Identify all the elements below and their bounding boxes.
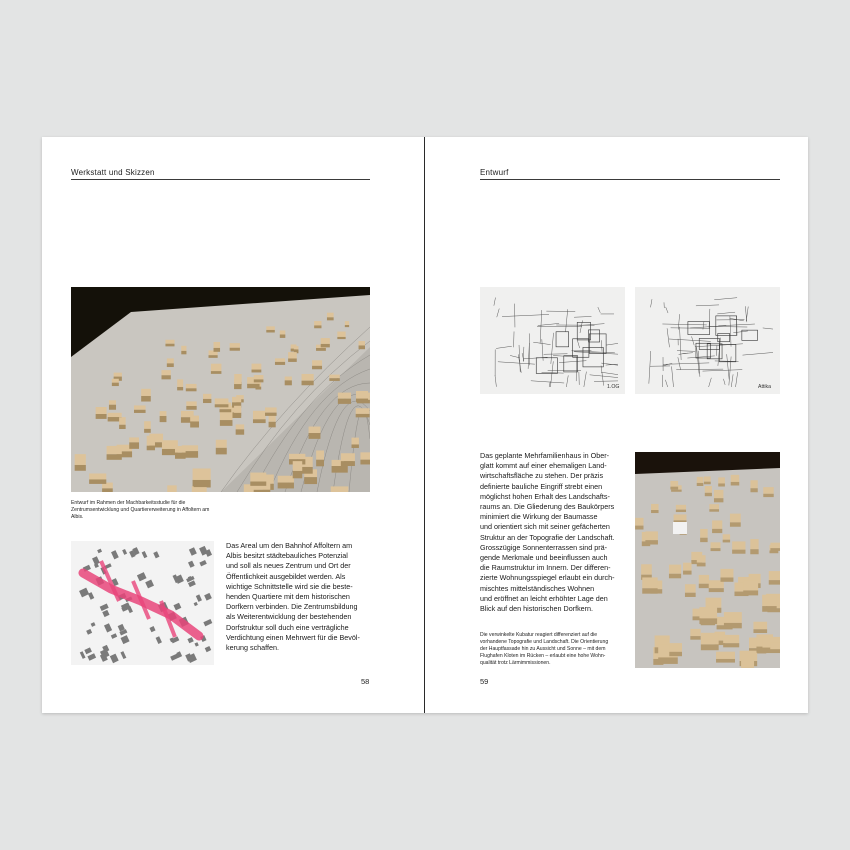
- caption-left: Entwurf im Rahmen der Machbarkeitsstudie für die Zentrumsentwicklung und Quartiererweiterung in Affoltern am Albis.: [71, 500, 210, 520]
- model-block: [186, 384, 197, 391]
- model-block: [712, 520, 722, 533]
- model-block: [278, 476, 294, 489]
- model-block: [75, 454, 86, 471]
- site-plan-building: [88, 592, 94, 600]
- model-block: [356, 408, 370, 417]
- model-block: [700, 529, 708, 542]
- caption-line: qualität trotz Lärmimmissionen.: [480, 660, 551, 666]
- model-block: [750, 480, 757, 492]
- site-plan-building: [92, 556, 100, 565]
- model-block: [254, 375, 264, 382]
- site-plan-image: [71, 541, 214, 665]
- model-block: [175, 446, 186, 459]
- book-spread: [42, 137, 808, 713]
- site-plan-building: [145, 580, 154, 589]
- model-block: [165, 340, 174, 347]
- model-block: [635, 518, 643, 530]
- model-block: [147, 436, 155, 451]
- site-plan-building: [204, 593, 212, 601]
- model-block: [177, 379, 183, 390]
- model-block: [732, 541, 745, 553]
- model-block: [720, 569, 733, 582]
- model-block: [190, 416, 199, 428]
- model-block: [685, 584, 696, 597]
- model-block: [160, 411, 167, 422]
- site-plan-building: [137, 572, 147, 581]
- sketch-attika-graphic: [635, 287, 780, 394]
- sketch-1og-label: 1.OG: [607, 384, 620, 390]
- header-rule-left: [71, 179, 370, 180]
- site-plan-building: [187, 637, 193, 643]
- model-block: [716, 652, 735, 663]
- body-text-left: [226, 541, 376, 653]
- site-plan-building: [100, 603, 109, 611]
- model-block: [141, 389, 151, 402]
- model-block: [181, 346, 186, 355]
- model-block: [309, 427, 321, 439]
- site-plan-building: [149, 626, 155, 632]
- model-block: [216, 440, 227, 455]
- model-block: [234, 380, 241, 390]
- site-plan-building: [80, 651, 86, 659]
- site-plan-building: [111, 550, 119, 559]
- model-block: [119, 417, 126, 429]
- model-block: [356, 391, 368, 402]
- body-line: die Raumstruktur im Innern. Der differen-: [480, 563, 611, 573]
- model-block: [723, 534, 730, 542]
- model-photo-right: [635, 452, 780, 668]
- model-block: [109, 400, 116, 409]
- page-number-right: 59: [480, 677, 489, 686]
- model-block: [709, 580, 724, 592]
- sketch-1og-graphic: [480, 287, 625, 394]
- header-rule-right: [480, 179, 780, 180]
- running-header-right: Entwurf: [480, 168, 509, 177]
- body-line: Blick auf den historischen Dorfkern.: [480, 604, 594, 614]
- body-line: mischtes mittelständisches Wohnen: [480, 583, 595, 593]
- site-plan-building: [87, 653, 96, 660]
- caption-line: vorhandene Topografie und Landschaft. Die Orientierung: [480, 639, 609, 645]
- model-block: [314, 321, 321, 328]
- model-block: [203, 394, 211, 403]
- model-block: [651, 504, 658, 513]
- site-plan-building: [104, 623, 112, 632]
- model-block: [230, 343, 240, 351]
- model-block: [107, 446, 122, 460]
- model-block: [253, 411, 266, 423]
- model-block: [331, 486, 349, 492]
- model-block: [697, 477, 704, 486]
- model-block: [192, 486, 207, 492]
- model-block: [102, 483, 113, 492]
- model-block: [743, 581, 758, 596]
- model-block: [718, 477, 725, 486]
- site-plan-building: [199, 560, 206, 566]
- site-plan-building: [173, 603, 181, 611]
- model-block: [753, 622, 767, 633]
- body-line: wirtschaftsfläche zu stehen. Der präzis: [480, 471, 604, 481]
- body-text-right: [480, 451, 630, 614]
- site-plan-building: [122, 549, 127, 555]
- model-block: [699, 607, 717, 624]
- model-block: [288, 352, 297, 362]
- site-plan-graphic: [71, 541, 214, 665]
- site-plan-building: [196, 594, 202, 601]
- model-block: [724, 612, 742, 628]
- running-header-left: Werkstatt und Skizzen: [71, 168, 155, 177]
- model-block: [252, 364, 262, 373]
- site-plan-building: [142, 551, 148, 558]
- model-block: [302, 374, 314, 385]
- model-block: [275, 358, 285, 365]
- model-block: [316, 450, 324, 466]
- model-block: [709, 504, 719, 512]
- site-plan-building: [84, 647, 92, 654]
- right-page: [425, 137, 808, 713]
- body-line: Öffentlichkeit ausgebildet werden. Als: [226, 571, 346, 581]
- model-block: [269, 414, 276, 427]
- page-number-left: 58: [361, 677, 370, 686]
- caption-right: [480, 632, 630, 667]
- site-plan-building: [120, 635, 129, 644]
- model-block: [697, 555, 706, 566]
- left-page: [42, 137, 425, 713]
- body-line: kerung schaffen.: [226, 643, 280, 653]
- model-block: [144, 421, 151, 433]
- model-block: [337, 332, 345, 340]
- model-block: [234, 406, 241, 416]
- body-line: gende Merkmale und beeinflussen auch: [480, 553, 608, 563]
- site-plan-building: [120, 651, 126, 659]
- body-line: Das geplante Mehrfamilienhaus in Ober-: [480, 451, 610, 460]
- model-block: [211, 364, 222, 374]
- model-block: [345, 321, 349, 327]
- site-plan-building: [110, 654, 119, 664]
- body-line: henden Quartiere mit dem historischen: [226, 592, 350, 602]
- model-block: [642, 577, 657, 593]
- caption-line: der Hauptfassade hin zu Aussicht und Sonne – mit dem: [480, 646, 606, 652]
- model-block: [220, 411, 233, 425]
- model-block: [730, 514, 741, 527]
- model-block: [763, 487, 773, 497]
- site-plan-building: [189, 547, 197, 556]
- body-line: und soll als neues Zentrum und Ort der: [226, 561, 351, 571]
- model-block: [674, 514, 687, 523]
- body-line: Struktur an der Topografie der Landschaft.: [480, 532, 615, 542]
- site-plan-building: [111, 633, 117, 639]
- model-block: [293, 461, 303, 478]
- model-block: [670, 481, 678, 490]
- model-block: [89, 473, 106, 483]
- model-block: [701, 633, 719, 650]
- model-block: [723, 635, 739, 647]
- sketch-attika: [635, 287, 780, 394]
- model-block: [711, 542, 721, 551]
- model-block: [321, 338, 330, 347]
- model-block: [683, 563, 692, 575]
- site-plan-building: [194, 642, 198, 646]
- model-block: [167, 485, 176, 492]
- model-block: [186, 401, 196, 409]
- model-block: [750, 539, 758, 554]
- model-block: [676, 505, 686, 512]
- sketch-attika-label: Attika: [758, 384, 771, 390]
- model-block: [134, 405, 146, 413]
- body-line: glatt kommt auf einer ehemaligen Land-: [480, 461, 607, 471]
- body-line: und orientiert sich mit seiner gefächerten: [480, 522, 610, 532]
- model-block: [669, 565, 681, 579]
- body-line: Dorfkern verbinden. Die Zentrumsbildung: [226, 602, 358, 612]
- model-block: [714, 490, 723, 502]
- site-plan-building: [102, 610, 109, 617]
- site-plan-building: [91, 622, 96, 627]
- body-line: als Weiterentwicklung der bestehenden: [226, 612, 352, 622]
- model-block: [266, 326, 275, 332]
- model-block: [705, 486, 712, 496]
- body-line: minimiert die Wirkung der Baumasse: [480, 512, 598, 522]
- site-plan-building: [97, 549, 102, 554]
- sketch-1og: [480, 287, 625, 394]
- model-photo-left: [71, 287, 370, 492]
- model-block: [741, 659, 754, 668]
- model-block: [731, 475, 740, 486]
- site-plan-building: [156, 636, 162, 644]
- site-plan-building: [79, 588, 89, 598]
- model-block: [215, 398, 229, 407]
- model-block: [341, 453, 355, 466]
- model-block: [669, 643, 682, 656]
- body-line: definierte bauliche Eingriff strebt einen: [480, 481, 603, 491]
- model-block: [770, 543, 780, 551]
- model-block: [280, 330, 286, 337]
- model-block: [359, 341, 365, 349]
- caption-line: Die verwinkelte Kubatur reagiert differenziert auf die: [480, 632, 598, 638]
- site-plan-building: [205, 646, 211, 652]
- model-block: [690, 629, 700, 640]
- body-line: Albis besitzt städtebauliches Potenzial: [226, 551, 348, 561]
- model-block: [645, 531, 658, 544]
- model-block: [161, 370, 170, 379]
- model-block: [352, 438, 359, 448]
- model-block: [360, 452, 370, 464]
- body-line: zierte Wohnungsspiegel erlaubt ein durch-: [480, 573, 615, 583]
- model-photo-left-graphic: [71, 287, 370, 492]
- model-block: [338, 393, 351, 404]
- site-plan-building: [188, 561, 195, 568]
- model-block: [327, 313, 334, 321]
- model-block: [769, 571, 780, 585]
- model-block: [167, 358, 174, 367]
- caption-line: Flughafen Kloten im Rücken – erlaubt eine hohe Wohn-: [480, 653, 606, 659]
- model-block: [285, 377, 292, 386]
- body-line: raums an. Die Gliederung des Baukörpers: [480, 502, 615, 512]
- model-block: [329, 375, 339, 381]
- body-line: möglichst hohen Erhalt des Landschafts-: [480, 491, 610, 501]
- model-block: [699, 575, 709, 588]
- model-block: [762, 595, 776, 612]
- site-plan-building: [86, 629, 92, 635]
- model-photo-right-graphic: [635, 452, 780, 668]
- model-block: [236, 424, 245, 434]
- model-block: [112, 379, 119, 386]
- site-plan-building: [153, 551, 159, 558]
- body-line: und eröffnet an leicht erhöhter Lage den: [480, 593, 608, 603]
- model-block: [704, 476, 711, 484]
- site-plan-building: [194, 602, 198, 606]
- body-line: Das Areal um den Bahnhof Affoltern am: [226, 541, 353, 550]
- site-plan-building: [203, 619, 212, 626]
- model-block: [96, 407, 107, 419]
- body-line: Verdichtung einen Mehrwert für die Bevöl-: [226, 632, 360, 642]
- model-block: [250, 473, 266, 486]
- model-block: [129, 437, 139, 448]
- model-block: [265, 407, 277, 415]
- body-line: Grosszügige Sonnenterrassen sind prä-: [480, 542, 608, 552]
- model-block: [194, 469, 210, 487]
- body-line: wichtige Schnittstelle wird sie die beste-: [226, 581, 353, 591]
- model-block: [312, 360, 322, 369]
- model-block: [770, 642, 780, 653]
- model-block: [214, 342, 221, 352]
- body-line: Dorfstruktur soll duch eine verträgliche: [226, 622, 349, 632]
